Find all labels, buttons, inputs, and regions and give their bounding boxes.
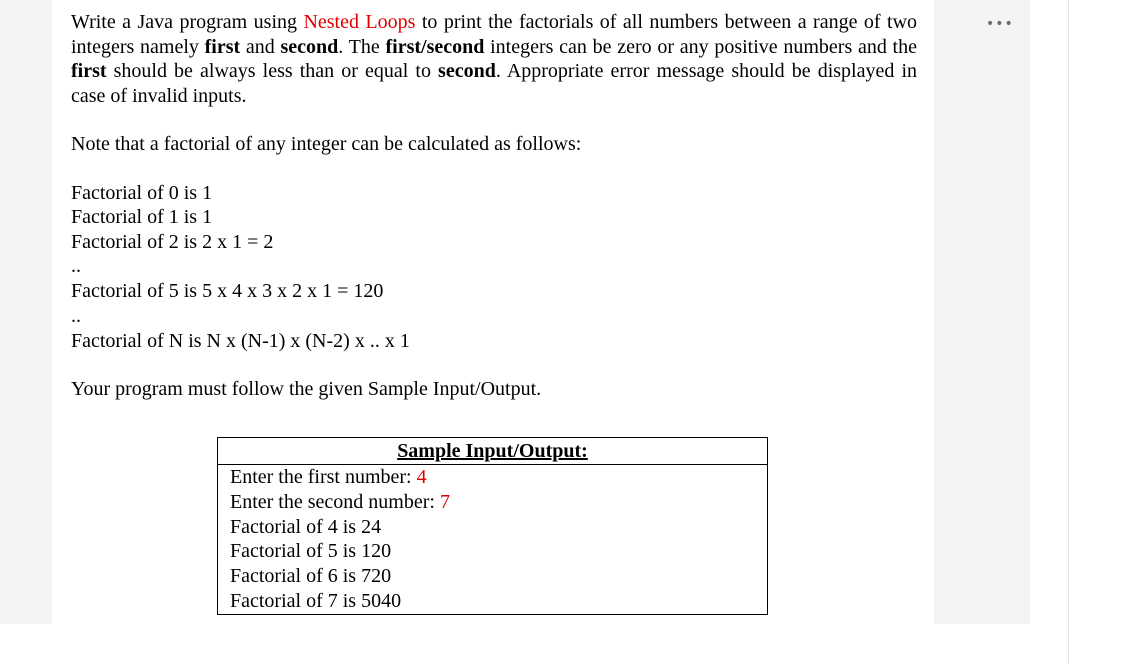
more-options-icon[interactable]: ••• <box>986 16 1014 32</box>
note-text: Note that a factorial of any integer can be calculated as follows: <box>71 133 582 155</box>
problem-paragraph <box>71 10 917 108</box>
question-image <box>52 0 934 624</box>
text-segment: . Appropriate error message should be displayed in case of invalid inputs. <box>71 60 918 107</box>
sample-row <box>218 490 768 515</box>
example-line: Factorial of N is N x (N-1) x (N-2) x .. x 1 <box>71 329 410 352</box>
bold-first-second: first/second <box>385 35 485 58</box>
text-segment: . The <box>338 35 386 58</box>
sample-io-table <box>217 437 768 615</box>
sample-row: Factorial of 4 is 24 <box>230 515 382 538</box>
example-line: Factorial of 5 is 5 x 4 x 3 x 2 x 1 = 120 <box>71 280 384 302</box>
right-panel-divider <box>1068 0 1069 664</box>
text-segment: and <box>240 35 281 58</box>
example-line: Factorial of 0 is 1 <box>71 181 213 204</box>
instruction-text: Your program must follow the given Sample Input/Output. <box>71 378 542 400</box>
example-line: Factorial of 1 is 1 <box>71 206 213 228</box>
sample-row: Factorial of 5 is 120 <box>230 540 392 563</box>
user-input-value: 4 <box>416 466 427 488</box>
sample-row: Factorial of 6 is 720 <box>230 565 392 588</box>
ellipsis-line: .. <box>71 255 81 277</box>
text-segment: to print the factorials of all numbers between a range of two integers namely <box>71 11 918 58</box>
sample-row <box>218 465 768 490</box>
bold-first: first <box>204 35 241 58</box>
prompt-text: Enter the second number: <box>230 490 440 513</box>
ellipsis-line: .. <box>71 304 81 327</box>
text-segment: Write a Java program using <box>71 11 304 33</box>
bold-second: second <box>438 60 496 82</box>
example-line: Factorial of 2 is 2 x 1 = 2 <box>71 230 274 253</box>
bold-second: second <box>280 35 339 58</box>
bold-first: first <box>71 60 107 82</box>
problem-statement <box>71 10 917 402</box>
text-segment: should be always less than or equal to <box>106 60 439 82</box>
sample-row: Factorial of 7 is 5040 <box>230 589 402 612</box>
highlight-nested-loops: Nested Loops <box>303 11 416 33</box>
sample-io-header: Sample Input/Output: <box>218 438 768 465</box>
text-segment: integers can be zero or any positive numbers and the <box>484 35 917 58</box>
user-input-value: 7 <box>439 490 450 513</box>
prompt-text: Enter the first number: <box>230 466 417 488</box>
